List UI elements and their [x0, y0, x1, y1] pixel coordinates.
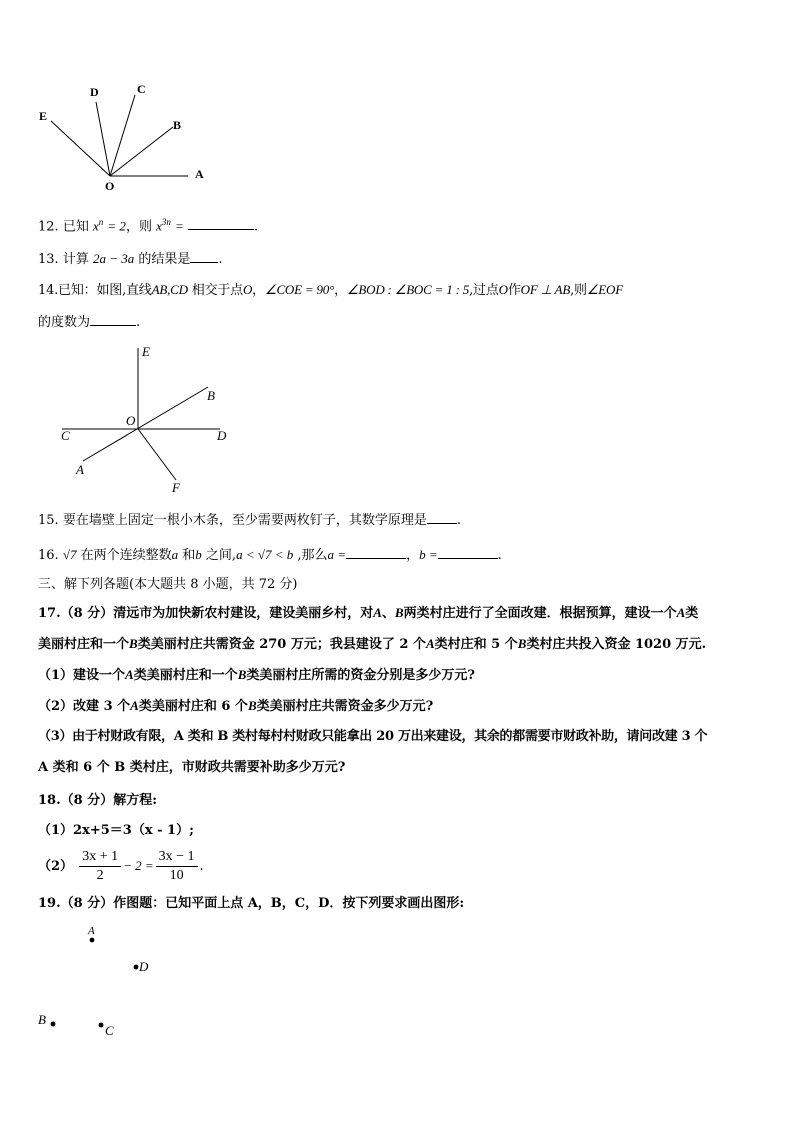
q12-text: 已知	[62, 219, 89, 235]
q17-text: 类美丽村庄和 6 个	[138, 699, 248, 714]
question-17	[38, 604, 774, 623]
q13-text2: 的结果是	[138, 252, 191, 267]
q16-sqrt: √7	[62, 547, 77, 562]
label-B: B	[38, 1012, 46, 1027]
q12-exp1: n	[98, 217, 104, 227]
q12-expr1: x	[92, 218, 99, 234]
q18-equation: 2x+5＝3（x - 1）;	[73, 823, 194, 838]
q17-math: B	[394, 605, 404, 620]
numerator: 3x − 1	[156, 848, 198, 867]
q14-text: ，	[334, 283, 347, 298]
answer-blank[interactable]	[427, 510, 457, 524]
section-heading: 三、解下列各题(本大题共 8 小题，共 72 分)	[38, 577, 298, 592]
label-F: F	[172, 480, 180, 495]
q15-end: .	[456, 513, 461, 528]
point-A	[90, 938, 95, 943]
q12-expr1b: = 2	[107, 218, 126, 234]
question-17-part3-line2: A 类和 6 个 B 类村庄，市财政共需要补助多少万元?	[38, 760, 346, 775]
q18-text: （8 分）解方程:	[60, 793, 157, 808]
point-C	[99, 1023, 104, 1028]
question-17-line2	[38, 635, 774, 654]
q17-text: 、	[381, 606, 395, 621]
label-D: D	[139, 959, 149, 974]
q17-math: A	[425, 636, 435, 651]
question-17-part2	[38, 697, 774, 716]
label-C: C	[61, 428, 70, 443]
question-12	[38, 213, 774, 236]
q17-text: 两类村庄进行了全面改建．根据预算，建设一个	[403, 606, 677, 621]
q17-text: 类美丽村庄和一个	[133, 668, 238, 683]
question-number: 16.	[38, 548, 59, 563]
q12-exp2: 3n	[161, 217, 171, 227]
q14-math: OF ⊥ AB	[520, 282, 571, 297]
q17-text: （1）建设一个	[38, 668, 126, 683]
q14-math: ∠EOF	[586, 282, 623, 297]
q18-label: （1）	[38, 823, 74, 838]
q14-text: 相交于点	[191, 283, 243, 298]
q14-math: O	[242, 282, 253, 297]
q17-text: 类美丽村庄共需资金 270 万元；我县建设了 2 个	[137, 637, 426, 652]
q14-math: ∠COE = 90°	[264, 282, 335, 297]
ray-OB	[110, 127, 173, 176]
q17-text: 美丽村庄和一个	[38, 637, 130, 652]
q16-math: b	[195, 547, 202, 562]
q16-text: 和	[182, 548, 196, 563]
label-O: O	[105, 179, 115, 193]
label-A: A	[76, 462, 84, 477]
q16-math: a	[171, 547, 179, 562]
question-14	[38, 281, 774, 300]
question-15	[38, 510, 774, 530]
q17-text: 类村庄和 5 个	[434, 637, 518, 652]
question-number: 14.	[38, 283, 59, 298]
q18-label: （2）	[38, 859, 74, 874]
q17-text: 类美丽村庄所需的资金分别是多少万元?	[246, 668, 476, 683]
fraction-right	[156, 848, 198, 885]
q14-math: AB,CD	[151, 282, 188, 297]
answer-blank[interactable]	[190, 249, 218, 263]
fraction-left	[79, 848, 121, 885]
answer-blank[interactable]	[188, 216, 254, 230]
answer-blank-b[interactable]	[438, 545, 498, 559]
question-14-line2	[38, 312, 774, 332]
q16-text: ,那么	[297, 548, 328, 563]
answer-blank[interactable]	[90, 312, 136, 326]
answer-blank-a[interactable]	[346, 545, 406, 559]
question-16	[38, 545, 774, 565]
question-number: 15.	[38, 513, 59, 528]
question-number: 13.	[38, 252, 59, 267]
q16-math: a =	[327, 547, 347, 562]
q17-math: B	[517, 636, 527, 651]
q16-text: 在两个连续整数	[80, 548, 172, 563]
label-E: E	[39, 109, 48, 123]
question-18	[38, 792, 774, 810]
ray-OF	[138, 429, 176, 480]
q17-math: A	[125, 667, 134, 682]
label-C: C	[105, 1023, 114, 1038]
points-figure	[30, 920, 170, 1045]
q14-text: 已知：如图,直线	[58, 283, 152, 298]
q14-math: ∠BOD : ∠BOC = 1 : 5	[346, 282, 470, 297]
denominator: 10	[169, 868, 184, 883]
q17-math: A	[130, 698, 139, 713]
question-18-part1	[38, 822, 774, 840]
q18-end: .	[199, 859, 204, 874]
q17-text: 类村庄共投入资金 1020 万元.	[526, 637, 707, 652]
label-E: E	[142, 344, 150, 359]
q16-end: .	[497, 548, 502, 563]
q14-text: ,过点	[469, 283, 499, 298]
question-number: 17.	[38, 606, 61, 621]
denominator: 2	[96, 868, 104, 883]
ray-OC	[110, 95, 135, 176]
q15-text: 要在墙壁上固定一根小木条，至少需要两枚钉子，其数学原理是	[62, 513, 427, 528]
q14-text: ，	[252, 283, 265, 298]
label-C: C	[137, 82, 146, 96]
q17-text: 类美丽村庄共需资金多少万元?	[256, 699, 434, 714]
label-D: D	[90, 85, 99, 99]
q14-text: 作	[507, 283, 521, 298]
q17-text: （2）改建 3 个	[38, 699, 131, 714]
q16-math: a < √7 < b	[236, 547, 294, 562]
q17-text: （8 分）清远市为加快新农村建设，建设美丽乡村，对	[60, 606, 374, 621]
q17-math: B	[129, 636, 138, 651]
line-AB	[83, 387, 208, 461]
q13-end: .	[218, 252, 223, 267]
q17-math: B	[247, 698, 257, 713]
question-number: 18.	[38, 793, 61, 808]
q12-expr2: x	[156, 218, 162, 234]
q12-end: .	[253, 219, 259, 235]
intersecting-lines-figure	[50, 340, 250, 500]
q17-math: A	[676, 605, 686, 620]
q16-math: b =	[419, 547, 438, 562]
q19-text: （8 分）作图题：已知平面上点 A，B，C，D．按下列要求画出图形:	[60, 896, 465, 911]
q12-expr2b: =	[175, 218, 184, 234]
q16-text: 之间,	[205, 548, 237, 563]
q13-text: 计算	[62, 252, 89, 267]
label-O: O	[126, 413, 136, 428]
question-18-part2	[38, 846, 774, 887]
angle-rays-figure	[30, 78, 220, 196]
q13-expr: 2a − 3a	[92, 251, 135, 266]
numerator: 3x + 1	[79, 848, 121, 867]
label-B: B	[173, 118, 182, 132]
label-A: A	[195, 167, 204, 181]
label-D: D	[217, 428, 227, 443]
q17-text: 类	[685, 606, 699, 621]
label-A: A	[88, 925, 95, 937]
q14-math: O	[498, 282, 508, 297]
q18-mid: − 2 =	[123, 858, 154, 873]
q17-math: B	[237, 667, 247, 682]
question-number: 12.	[38, 219, 59, 235]
q14-end: .	[136, 315, 141, 330]
question-13	[38, 249, 774, 269]
point-B	[51, 1022, 56, 1027]
question-number: 19.	[38, 896, 61, 911]
question-17-part3: （3）由于村财政有限，A 类和 B 类村每村村财政只能拿出 20 万出来建设，其余的都需要市财政补助，请问改建 3 个	[38, 729, 708, 744]
label-B: B	[207, 388, 215, 403]
q17-math: A	[373, 605, 382, 620]
question-17-part1	[38, 666, 774, 685]
q16-text: ，	[406, 548, 420, 563]
q12-text2: ，则	[125, 219, 152, 235]
question-19	[38, 895, 774, 913]
point-D	[134, 965, 139, 970]
q14-text: 的度数为	[38, 315, 91, 330]
q14-text: ,则	[570, 283, 587, 298]
